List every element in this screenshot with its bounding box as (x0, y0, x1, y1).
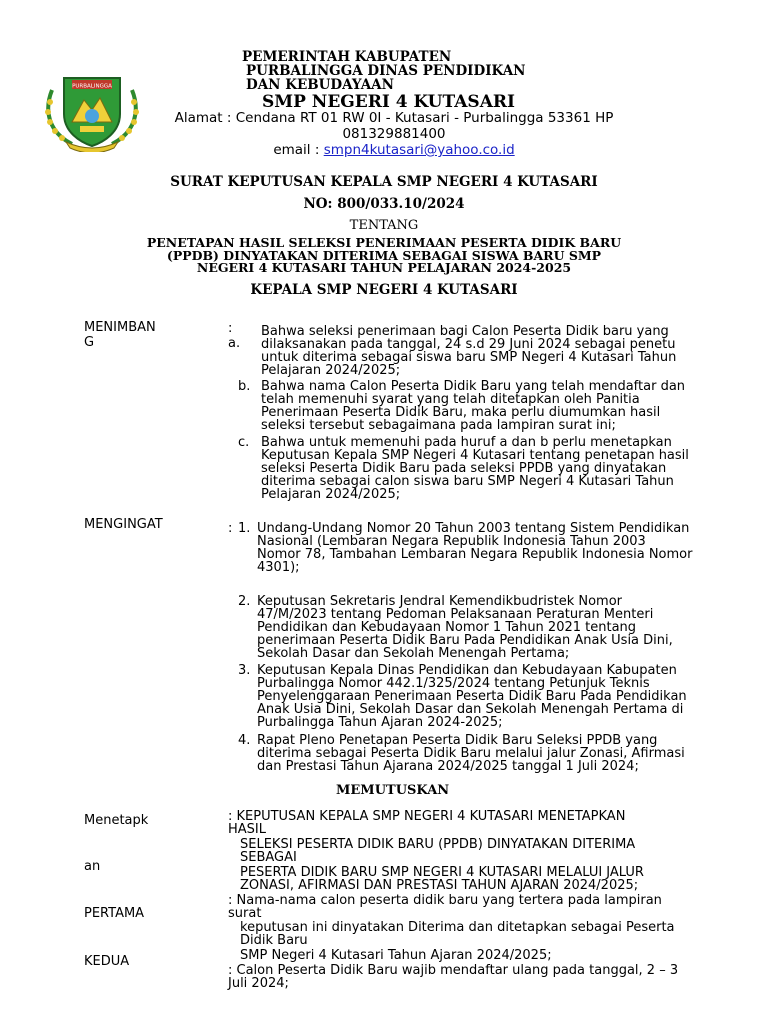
decision-line: surat (228, 906, 262, 921)
text-line: diterima sebagai Peserta Didik Baru melalui jalur Zonasi, Afirmasi (257, 746, 685, 761)
gov-line-3: DAN KEBUDAYAAN (246, 77, 394, 93)
menimbang-label-line-1: MENIMBAN (84, 320, 156, 335)
email-label: email : (273, 142, 324, 158)
purbalingga-crest-icon (42, 70, 142, 152)
email-line (130, 142, 658, 158)
decision-line: keputusan ini dinyatakan Diterima dan ditetapkan sebagai Peserta (240, 920, 675, 935)
text-line: Pendidikan dan Kebudayaan Nomor 1 Tahun 2021 tentang (257, 620, 637, 635)
text-line: Pelajaran 2024/2025; (261, 487, 401, 502)
text-line: 4301); (257, 560, 300, 575)
mengingat-item-4 (257, 734, 737, 773)
text-line: Penerimaan Peserta Didik Baru, maka perlu diumumkan hasil (261, 405, 661, 420)
school-logo (42, 70, 142, 152)
school-name: SMP NEGERI 4 KUTASARI (262, 92, 515, 112)
decision-line: ZONASI, AFIRMASI DAN PRESTASI TAHUN AJARAN 2024/2025; (240, 878, 639, 893)
text-line: Nasional (Lembaran Negara Republik Indonesia Tahun 2003 (257, 534, 646, 549)
text-line: Keputusan Kepala SMP Negeri 4 Kutasari tentang penetapan hasil (261, 448, 689, 463)
decision-line: SELEKSI PESERTA DIDIK BARU (PPDB) DINYATAKAN DITERIMA (240, 837, 636, 852)
subject-line-3: NEGERI 4 KUTASARI TAHUN PELAJARAN 2024-2025 (196, 260, 572, 275)
about-label: TENTANG (349, 218, 419, 233)
mengingat-item-2 (257, 595, 737, 660)
mengingat-item-3 (257, 664, 737, 729)
mengingat-item-2-marker: 2. (238, 594, 251, 609)
text-line: dilaksanakan pada tanggal, 24 s.d 29 Juni 2024 sebagai penetu (261, 337, 676, 352)
decision-line: Juli 2024; (228, 976, 289, 991)
text-line: Anak Usia Dini, Sekolah Dasar dan Sekolah Menengah Pertama di (257, 702, 684, 717)
text-line: Nomor 78, Tambahan Lembaran Negara Republik Indonesia Nomor (257, 547, 693, 562)
text-line: Pelajaran 2024/2025; (261, 363, 401, 378)
text-line: Bahwa nama Calon Peserta Didik Baru yang telah mendaftar dan (261, 379, 686, 394)
decision-line: : Calon Peserta Didik Baru wajib mendaftar ulang pada tanggal, 2 – 3 (228, 963, 679, 978)
email-link[interactable]: smpn4kutasari@yahoo.co.id (323, 142, 515, 158)
menetapkan-label-1: Menetapk (84, 813, 149, 828)
decision-line: : Nama-nama calon peserta didik baru yang tertera pada lampiran (228, 893, 662, 908)
mengingat-item-3-marker: 3. (238, 663, 251, 678)
kedua-label: KEDUA (84, 954, 130, 969)
decision-line: Didik Baru (240, 933, 308, 948)
gov-line-2: PURBALINGGA DINAS PENDIDIKAN (246, 63, 526, 79)
text-line: telah memenuhi syarat yang telah ditetapkan oleh Panitia (261, 392, 640, 407)
text-line: Purbalingga Nomor 442.1/325/2024 tentang Petunjuk Teknis (257, 676, 650, 691)
menimbang-item-a-marker: a. (228, 336, 241, 351)
subject-line-1: PENETAPAN HASIL SELEKSI PENERIMAAN PESERTA DIDIK BARU (146, 235, 622, 250)
menimbang-item-b-marker: b. (238, 379, 251, 394)
text-line: Rapat Pleno Penetapan Peserta Didik Baru Seleksi PPDB yang (257, 733, 658, 748)
address-block (130, 110, 658, 158)
mengingat-item-1-marker: 1. (238, 521, 251, 536)
decision-line: PESERTA DIDIK BARU SMP NEGERI 4 KUTASARI MELALUI JALUR (240, 865, 644, 880)
menimbang-colon: : (228, 321, 233, 336)
pertama-label: PERTAMA (84, 906, 145, 921)
mengingat-colon: : (228, 521, 233, 536)
text-line: Undang-Undang Nomor 20 Tahun 2003 tentang Sistem Pendidikan (257, 521, 690, 536)
text-line: seleksi tersebut sebagaimana pada lampiran surat ini; (261, 418, 616, 433)
gov-line-1: PEMERINTAH KABUPATEN (242, 49, 452, 65)
text-line: Sekolah Dasar dan Sekolah Menengah Pertama; (257, 646, 570, 661)
decision-line: SMP Negeri 4 Kutasari Tahun Ajaran 2024/2025; (240, 948, 552, 963)
text-line: untuk diterima sebagai siswa baru SMP Negeri 4 Kutasari Tahun (261, 350, 677, 365)
text-line: seleksi Peserta Didik Baru pada seleksi PPDB yang dinyatakan (261, 461, 667, 476)
text-line: Purbalingga Tahun Ajaran 2024-2025; (257, 715, 503, 730)
text-line: penerimaan Peserta Didik Baru Pada Pendidikan Anak Usia Dini, (257, 633, 673, 648)
text-line: Penyelenggaraan Penerimaan Peserta Didik Baru Pada Pendidikan (257, 689, 687, 704)
decision-line: HASIL (228, 822, 266, 837)
decision-line: : KEPUTUSAN KEPALA SMP NEGERI 4 KUTASARI MENETAPKAN (228, 809, 626, 824)
text-line: dan Prestasi Tahun Ajarana 2024/2025 tanggal 1 Juli 2024; (257, 759, 639, 774)
menimbang-label-line-2: G (84, 335, 95, 350)
text-line: Keputusan Kepala Dinas Pendidikan dan Kebudayaan Kabupaten (257, 663, 677, 678)
letter-heading: SURAT KEPUTUSAN KEPALA SMP NEGERI 4 KUTASARI (170, 174, 598, 190)
text-line: Bahwa seleksi penerimaan bagi Calon Peserta Didik baru yang (261, 324, 669, 339)
issuer-heading: KEPALA SMP NEGERI 4 KUTASARI (250, 282, 518, 298)
menimbang-label (84, 321, 156, 349)
logo-banner-text: PURBALINGGA (72, 83, 112, 90)
menimbang-item-c-marker: c. (238, 435, 250, 450)
text-line: 47/M/2023 tentang Pedoman Pelaksanaan Peraturan Menteri (257, 607, 654, 622)
text-line: Bahwa untuk memenuhi pada huruf a dan b perlu menetapkan (261, 435, 672, 450)
menetapkan-label-2: an (84, 859, 101, 874)
mengingat-label: MENGINGAT (84, 517, 163, 532)
text-line: Keputusan Sekretaris Jendral Kemendikbudristek Nomor (257, 594, 622, 609)
menimbang-item-b (261, 380, 734, 432)
decision-line: SEBAGAI (240, 850, 297, 865)
address-line-2: 081329881400 (342, 126, 446, 142)
address-line-1: Alamat : Cendana RT 01 RW 0I - Kutasari - Purbalingga 53361 HP (174, 110, 614, 126)
letter-number: NO: 800/033.10/2024 (303, 196, 465, 212)
text-line: diterima sebagai calon siswa baru SMP Negeri 4 Kutasari Tahun (261, 474, 674, 489)
mengingat-item-4-marker: 4. (238, 733, 251, 748)
subject-line-2: (PPDB) DINYATAKAN DITERIMA SEBAGAI SISWA BARU SMP (166, 247, 602, 263)
mengingat-item-1 (257, 522, 737, 574)
menimbang-item-c (261, 436, 734, 501)
memutuskan-heading: MEMUTUSKAN (336, 783, 450, 798)
menimbang-item-a (261, 325, 734, 377)
